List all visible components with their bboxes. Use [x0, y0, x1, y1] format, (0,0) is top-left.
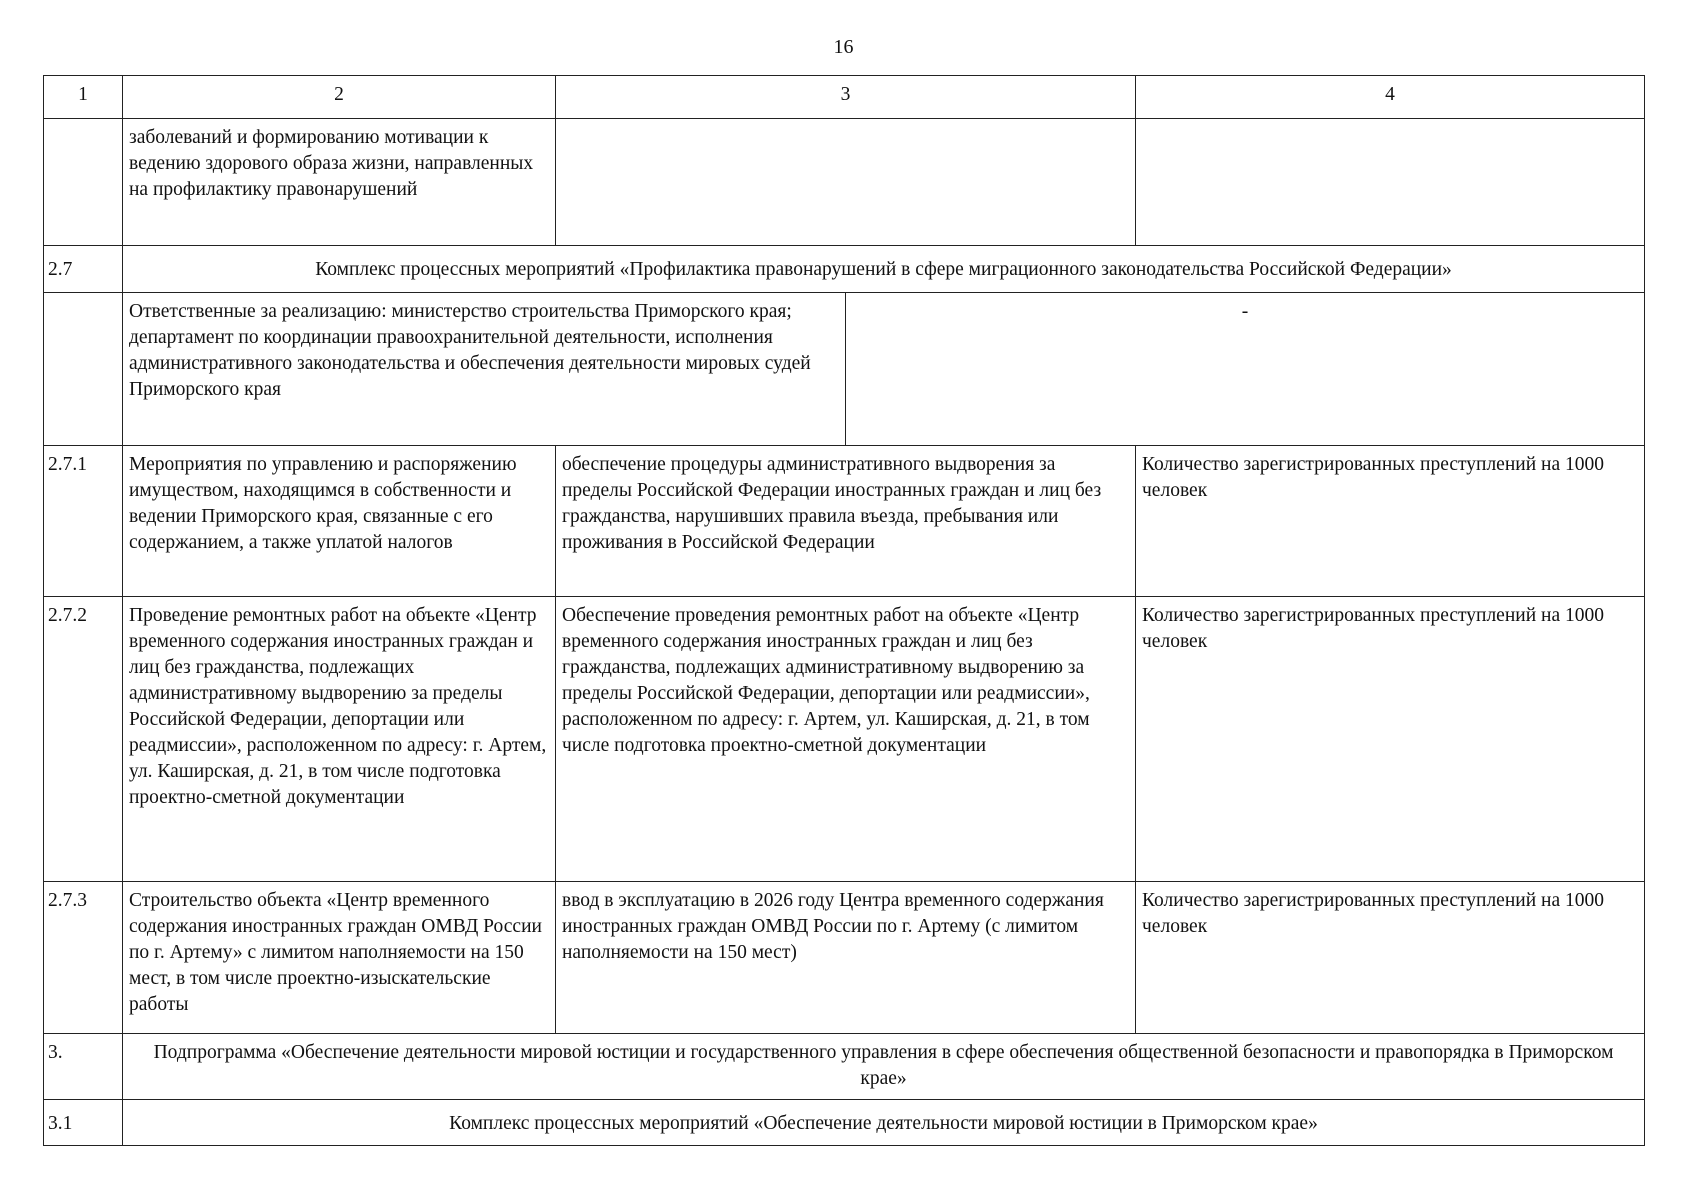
row-task: Обеспечение проведения ремонтных работ на объекте «Центр временного содержания иностранных граждан и лиц без гражданства, подлежащих административному выдворению за пределы Российской Федерации, депортации или реадмиссии», расположенном по адресу: г. Артем, ул. Каширская, д. 21, в том числе подготовка проектно-сметной документации [556, 597, 1136, 882]
header-row [44, 76, 1645, 119]
activities-table [43, 75, 1645, 1146]
header-col-3: 3 [556, 76, 1136, 119]
row-activity: Мероприятия по управлению и распоряжению имуществом, находящимся в собственности и ведении Приморского края, связанные с его содержанием, а также уплатой налогов [123, 446, 556, 597]
section-title: Комплекс процессных мероприятий «Профилактика правонарушений в сфере миграционного законодательства Российской Федерации» [123, 246, 1645, 293]
header-col-1: 1 [44, 76, 123, 119]
row-activity: Проведение ремонтных работ на объекте «Центр временного содержания иностранных граждан и лиц без гражданства, подлежащих административному выдворению за пределы Российской Федерации, депортации или реадмиссии», расположенном по адресу: г. Артем, ул. Каширская, д. 21, в том числе подготовка проектно-сметной документации [123, 597, 556, 882]
continuation-task [556, 119, 1136, 246]
continuation-activity: заболеваний и формированию мотивации к ведению здорового образа жизни, направленных на профилактику правонарушений [123, 119, 556, 246]
section-code: 3.1 [44, 1100, 123, 1146]
header-col-2: 2 [123, 76, 556, 119]
responsible-text: Ответственные за реализацию: министерство строительства Приморского края; департамент по координации правоохранительной деятельности, исполнения административного законодательства и обеспечения деятельности мировых судей Приморского края [123, 293, 846, 446]
table-row [44, 597, 1645, 882]
section-title: Комплекс процессных мероприятий «Обеспечение деятельности мировой юстиции в Приморском крае» [123, 1100, 1645, 1146]
section-row-2-7 [44, 246, 1645, 293]
section-code: 3. [44, 1034, 123, 1100]
responsible-code [44, 293, 123, 446]
row-code: 2.7.1 [44, 446, 123, 597]
continuation-indicator [1136, 119, 1645, 246]
row-code: 2.7.2 [44, 597, 123, 882]
header-col-4: 4 [1136, 76, 1645, 119]
responsible-right: - [846, 293, 1645, 446]
page-number: 16 [833, 36, 854, 58]
row-code: 2.7.3 [44, 882, 123, 1034]
row-task: ввод в эксплуатацию в 2026 году Центра временного содержания иностранных граждан ОМВД России по г. Артему (с лимитом наполняемости на 150 мест) [556, 882, 1136, 1034]
row-indicator: Количество зарегистрированных преступлений на 1000 человек [1136, 597, 1645, 882]
table-row [44, 882, 1645, 1034]
section-row-3-1 [44, 1100, 1645, 1146]
section-row-3 [44, 1034, 1645, 1100]
section-code: 2.7 [44, 246, 123, 293]
section-title: Подпрограмма «Обеспечение деятельности мировой юстиции и государственного управления в сфере обеспечения общественной безопасности и правопорядка в Приморском крае» [123, 1034, 1645, 1100]
continuation-code [44, 119, 123, 246]
responsible-row [44, 293, 1645, 446]
row-activity: Строительство объекта «Центр временного содержания иностранных граждан ОМВД России по г. Артему» с лимитом наполняемости на 150 мест, в том числе проектно-изыскательские работы [123, 882, 556, 1034]
row-indicator: Количество зарегистрированных преступлений на 1000 человек [1136, 446, 1645, 597]
row-indicator: Количество зарегистрированных преступлений на 1000 человек [1136, 882, 1645, 1034]
table-row [44, 446, 1645, 597]
continuation-row [44, 119, 1645, 246]
row-task: обеспечение процедуры административного выдворения за пределы Российской Федерации иностранных граждан и лиц без гражданства, нарушивших правила въезда, пребывания или проживания в Российской Федерации [556, 446, 1136, 597]
